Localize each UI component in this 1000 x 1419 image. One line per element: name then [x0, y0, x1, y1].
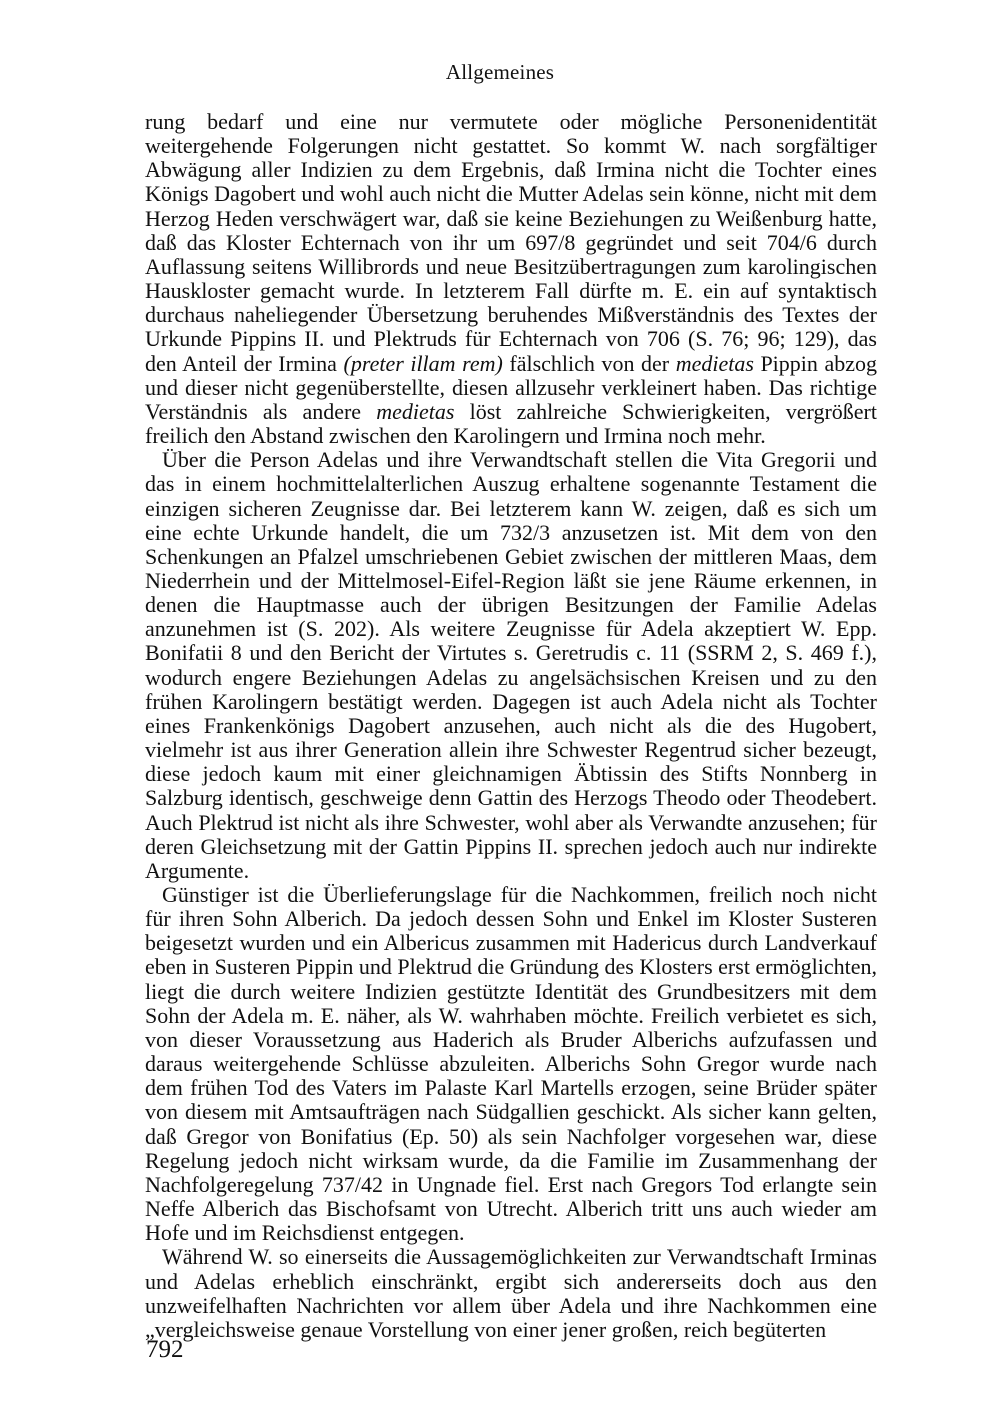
text-run: fälschlich von der [502, 350, 676, 376]
paragraph-2 [145, 448, 877, 883]
paragraph-4 [145, 1245, 877, 1342]
running-title: Allgemeines [445, 60, 555, 84]
text-run: Pippin abzog und dieser nicht gegenüberstellte, diesen allzusehr verkleinert haben. Das richtige Verständnis als andere [145, 350, 877, 424]
text-run: Günstiger ist die Überlieferungslage für die Nachkommen, freilich noch nicht für ihren Sohn Alberich. Da jedoch dessen Sohn und Enkel im Kloster Susteren beigesetzt wurden und ein Albericus zusammen mit Hadericus durch Landverkauf eben in Susteren Pippin und Plektrud die Gründung des Klosters erst ermöglichten, liegt die durch weitere Indizien gestützte Identität des Grundbesitzers mit dem Sohn der Adela m. E. näher, als W. wahrhaben möchte. Freilich verbietet es sich, von dieser Voraussetzung aus Haderich als Bruder Alberichs aufzufassen und daraus weitergehende Schlüsse abzuleiten. Alberichs Sohn Gregor wurde nach dem frühen Tod des Vaters im Palaste Karl Martells erzogen, seine Brüder später von diesem mit Amtsaufträgen nach Südgallien geschickt. Als sicher kann gelten, daß Gregor von Bonifatius (Ep. 50) als sein Nachfolger vorgesehen war, diese Regelung jedoch nicht wirksam wurde, da die Familie im Zusammenhang der Nachfolgeregelung 737/42 in Ungnade fiel. Erst nach Gregors Tod erlangte sein Neffe Alberich das Bischofsamt von Utrecht. Alberich tritt uns auch wieder am Hofe und im Reichsdienst entgegen. [145, 882, 877, 1246]
page-number: 792 [146, 1336, 184, 1363]
text-run: löst zahlreiche Schwierigkeiten, vergrößert freilich den Abstand zwischen den Karolingern und Irmina noch mehr. [145, 398, 877, 449]
text-run: Während W. so einerseits die Aussagemöglichkeiten zur Verwandtschaft Irminas und Adelas erheblich einschränkt, ergibt sich andererseits doch aus den unzweifelhaften Nachrichten vor allem über Adela und ihre Nachkommen eine „vergleichsweise genaue Vorstellung von einer jener großen, reich begüterten [145, 1244, 877, 1342]
italic-text-run: medietas [376, 398, 455, 424]
paragraph-3 [145, 883, 877, 1245]
italic-text-run: (preter illam rem) [343, 350, 503, 376]
paragraph-1 [145, 110, 877, 448]
body-text [145, 110, 877, 1342]
text-run: Über die Person Adelas und ihre Verwandtschaft stellen die Vita Gregorii und das in einem hochmittelalterlichen Auszug erhaltene sogenannte Testament die einzigen sicheren Zeugnisse dar. Bei letzterem kann W. zeigen, daß es sich um eine echte Urkunde handelt, die um 732/3 anzusetzen ist. Mit dem von den Schenkungen an Pfalzel umschriebenen Gebiet zwischen der mittleren Maas, dem Niederrhein und der Mittelmosel-Eifel-Region läßt sie jene Räume erkennen, in denen die Hauptmasse auch der übrigen Besitzungen der Familie Adelas anzunehmen ist (S. 202). Als weitere Zeugnisse für Adela akzeptiert W. Epp. Bonifatii 8 und den Bericht der Virtutes s. Geretrudis c. 11 (SSRM 2, S. 469 f.), wodurch engere Beziehungen Adelas zu angelsächsischen Kreisen und zu den frühen Karolingern bestätigt werden. Dagegen ist auch Adela nicht als Tochter eines Frankenkönigs Dagobert anzusehen, auch nicht als die des Hugobert, vielmehr ist aus ihrer Generation allein ihre Schwester Regentrud sicher bezeugt, diese jedoch kaum mit einer gleichnamigen Äbtissin des Stifts Nonnberg in Salzburg identisch, geschweige denn Gattin des Herzogs Theodo oder Theodebert. Auch Plektrud ist nicht als ihre Schwester, wohl aber als Verwandte anzusehen; für deren Gleichsetzung mit der Gattin Pippins II. sprechen jedoch auch nur indirekte Argumente. [145, 447, 877, 883]
italic-text-run: medietas [675, 350, 754, 376]
text-run: rung bedarf und eine nur vermutete oder mögliche Personenidentität weitergehende Folgerungen nicht gestattet. So kommt W. nach sorgfältiger Abwägung aller Indizien zu dem Ergebnis, daß Irmina nicht die Tochter eines Königs Dagobert und wohl auch nicht die Mutter Adelas sein könne, nicht mit dem Herzog Heden verschwägert war, daß sie keine Beziehungen zu Weißenburg hatte, daß das Kloster Echternach von ihr um 697/8 gegründet und seit 704/6 durch Auflassung seitens Willibrords und neue Besitzübertragungen zum karolingischen Hauskloster gemacht wurde. In letzterem Fall dürfte m. E. ein auf syntaktisch durchaus naheliegender Übersetzung beruhendes Mißverständnis des Textes der Urkunde Pippins II. und Plektruds für Echternach von 706 (S. 76; 96; 129), das den Anteil der Irmina [145, 109, 877, 376]
